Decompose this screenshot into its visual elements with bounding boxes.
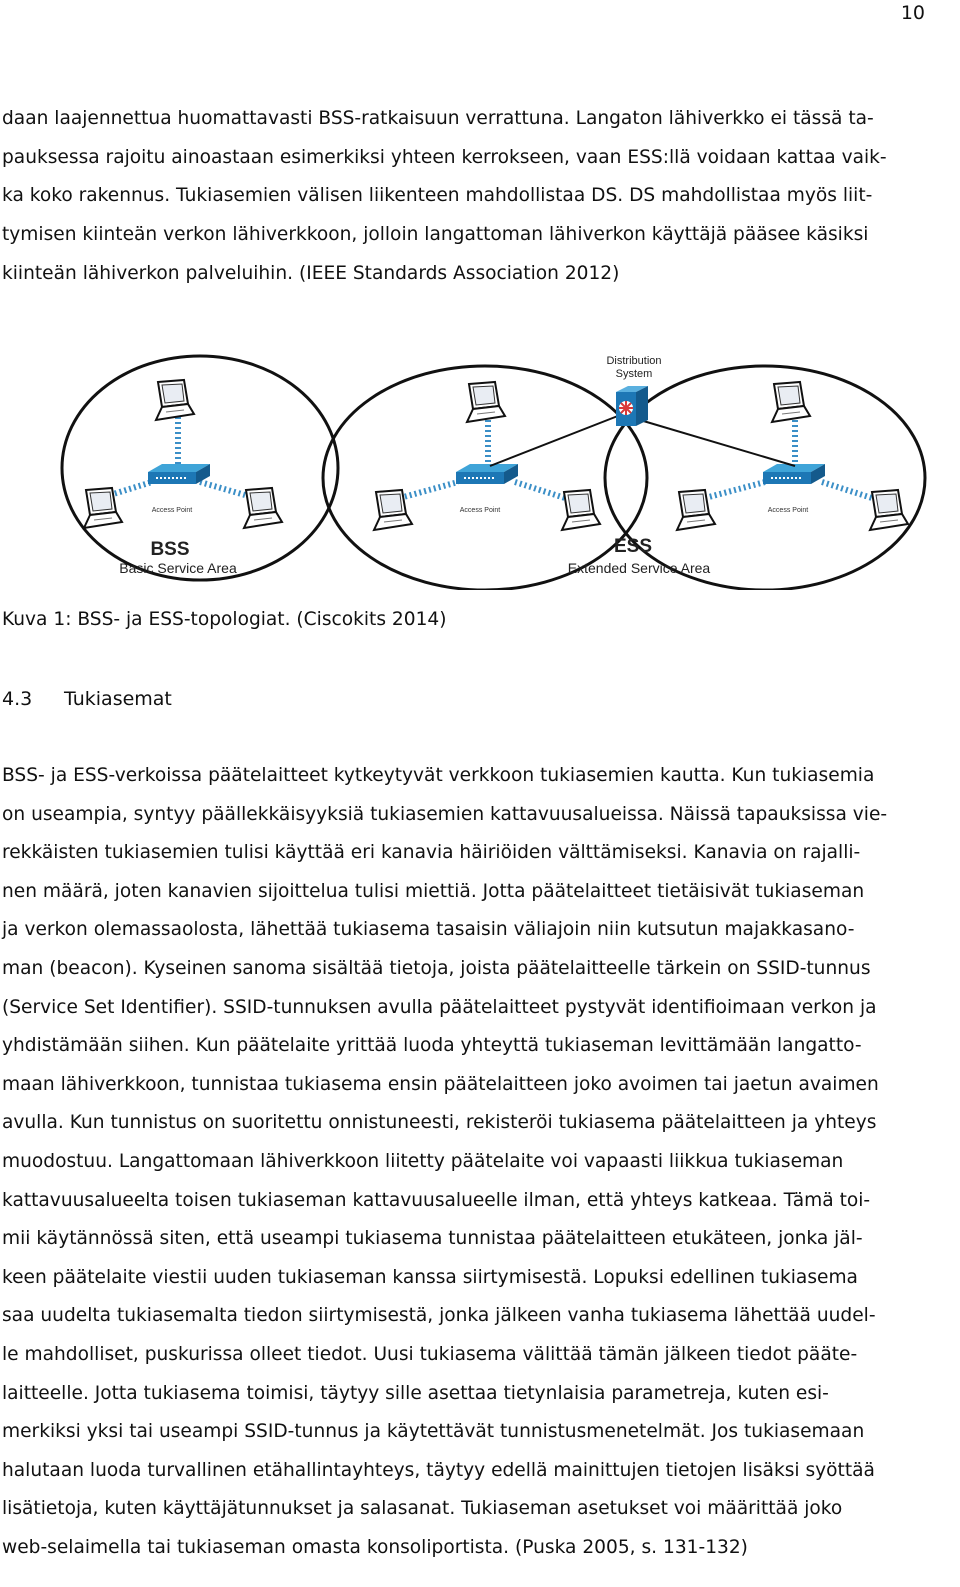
text-line: man (beacon). Kyseinen sanoma sisältää tietoja, joista päätelaitteelle tärkein on SSID-tunnus xyxy=(2,957,871,979)
text-line: saa uudelta tukiasemalta tiedon siirtymisestä, jonka jälkeen vanha tukiasema lähettää uudel- xyxy=(2,1305,876,1327)
section-number: 4.3 xyxy=(2,688,33,710)
text-line: merkiksi yksi tai useampi SSID-tunnus ja käytettävät tunnistusmenetelmät. Jos tukiasemaan xyxy=(2,1421,865,1443)
text-line: web-selaimella tai tukiaseman omasta konsoliportista. (Puska 2005, s. 131-132) xyxy=(2,1536,748,1558)
laptop-icon xyxy=(870,490,908,530)
text-line: le mahdolliset, puskurissa olleet tiedot. Uusi tukiasema välittää tämän jälkeen tiedot pääte- xyxy=(2,1343,858,1365)
access-point-label: Access Point xyxy=(767,507,809,514)
text-line: maan lähiverkkoon, tunnistaa tukiasema ensin päätelaitteen joko avoimen tai jaetun avaimen xyxy=(2,1073,879,1095)
text-line: tymisen kiinteän verkon lähiverkkoon, jolloin langattoman lähiverkon käyttäjä pääsee käsiksi xyxy=(2,224,869,246)
section-heading xyxy=(2,688,172,710)
text-line: (Service Set Identifier). SSID-tunnuksen avulla päätelaitteet pystyvät identifioimaan verkon ja xyxy=(2,996,877,1018)
page-number: 10 xyxy=(900,2,925,24)
text-line: kattavuusalueelta toisen tukiaseman kattavuusalueelle ilman, että yhteys katkeaa. Tämä toi- xyxy=(2,1189,871,1211)
paragraph-intro xyxy=(2,100,948,293)
text-line: lisätietoja, kuten käyttäjätunnukset ja salasanat. Tukiaseman asetukset voi määrittää joko xyxy=(2,1498,843,1520)
figure-caption: Kuva 1: BSS- ja ESS-topologiat. (Ciscokits 2014) xyxy=(2,609,447,630)
topology-diagram xyxy=(60,340,940,590)
bss-subtitle: Basic Service Area xyxy=(119,560,237,576)
ds-link xyxy=(640,420,795,466)
access-point-label: Access Point xyxy=(151,507,193,514)
bss-title: BSS xyxy=(150,539,190,560)
laptop-icon xyxy=(772,382,810,422)
paragraph-body xyxy=(2,757,948,1567)
text-line: daan laajennettua huomattavasti BSS-ratkaisuun verrattuna. Langaton lähiverkko ei tässä ta- xyxy=(2,108,874,129)
text-line: rekkäisten tukiasemien tulisi käyttää eri kanavia häiriöiden välttämiseksi. Kanavia on rajalli- xyxy=(2,842,861,864)
topology-figure xyxy=(60,340,940,590)
ess-title: ESS xyxy=(613,536,653,557)
text-line: kiinteän lähiverkon palveluihin. (IEEE Standards Association 2012) xyxy=(2,262,620,284)
text-line: keen päätelaite viestii uuden tukiaseman kanssa siirtymisestä. Lopuksi edellinen tukiasema xyxy=(2,1266,858,1288)
access-point-icon xyxy=(148,464,210,484)
section-title: Tukiasemat xyxy=(64,688,172,710)
text-line: nen määrä, joten kanavien sijoittelua tulisi miettiä. Jotta päätelaitteet tietäisivät tukiaseman xyxy=(2,880,865,902)
laptop-icon xyxy=(467,382,505,422)
access-point-icon xyxy=(456,464,518,484)
ess-subtitle: Extended Service Area xyxy=(567,560,711,576)
switch-icon xyxy=(616,386,648,426)
distribution-system-label: System xyxy=(615,368,653,380)
laptop-icon xyxy=(244,488,282,528)
text-line: muodostuu. Langattomaan lähiverkkoon liitetty päätelaite voi vapaasti liikkua tukiaseman xyxy=(2,1150,844,1172)
text-line: halutaan luoda turvallinen etähallintayhteys, täytyy edellä mainittujen tietojen lisäksi syöttää xyxy=(2,1459,875,1481)
text-line: on useampia, syntyy päällekkäisyyksiä tukiasemien kattavuusalueissa. Näissä tapauksissa vie- xyxy=(2,803,888,825)
text-line: ja verkon olemassaolosta, lähettää tukiasema tasaisin väliajoin niin kutsutun majakkasano- xyxy=(2,919,855,941)
text-line: avulla. Kun tunnistus on suoritettu onnistuneesti, rekisteröi tukiasema päätelaitteen ja yhteys xyxy=(2,1112,877,1134)
text-line: mii käytännössä siten, että useampi tukiasema tunnistaa päätelaitteen etukäteen, jonka jäl- xyxy=(2,1228,863,1250)
access-point-icon xyxy=(763,464,825,484)
laptop-icon xyxy=(562,490,600,530)
text-line: BSS- ja ESS-verkoissa päätelaitteet kytkeytyvät verkkoon tukiasemien kautta. Kun tukiasemia xyxy=(2,765,875,786)
distribution-system-label: Distribution xyxy=(606,355,662,367)
text-line: laitteelle. Jotta tukiasema toimisi, täytyy sille asettaa tietynlaisia parametreja, kuten esi- xyxy=(2,1382,829,1404)
text-line: ka koko rakennus. Tukiasemien välisen liikenteen mahdollistaa DS. DS mahdollistaa myös liit- xyxy=(2,185,873,207)
text-line: yhdistämään siihen. Kun päätelaite yrittää luoda yhteyttä tukiaseman levittämään langatto- xyxy=(2,1035,862,1057)
laptop-icon xyxy=(156,380,194,420)
access-point-label: Access Point xyxy=(459,507,501,514)
laptop-icon xyxy=(677,490,715,530)
text-line: pauksessa rajoitu ainoastaan esimerkiksi yhteen kerrokseen, vaan ESS:llä voidaan kattaa vaik- xyxy=(2,146,887,168)
